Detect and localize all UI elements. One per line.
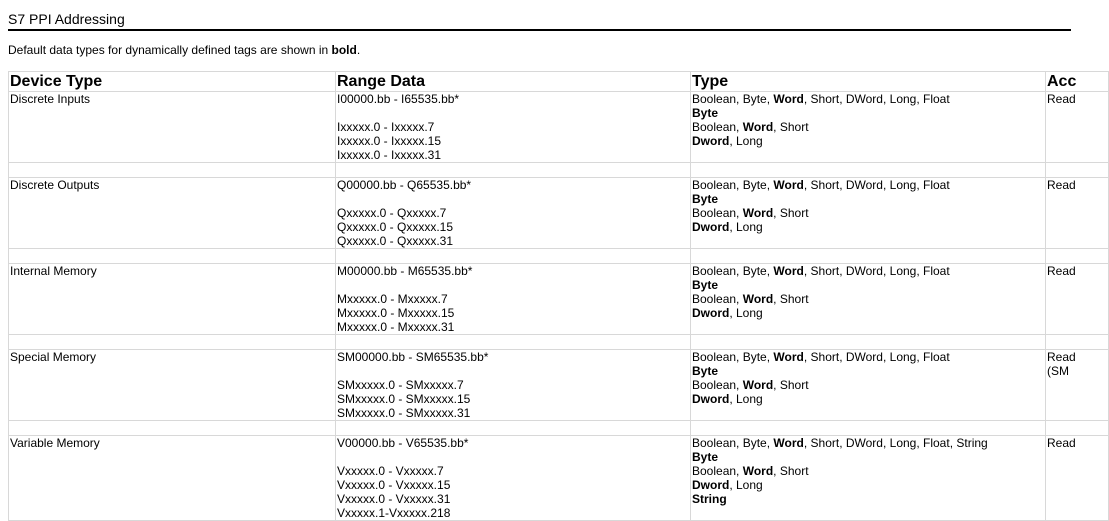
type-line: [692, 464, 1044, 478]
cell-type: [691, 92, 1046, 163]
cell-device-type: Internal Memory: [9, 264, 336, 335]
spacer-cell: [1046, 163, 1109, 178]
addressing-table: [8, 71, 1109, 521]
type-line: [692, 450, 1044, 464]
type-text: , Long: [729, 306, 763, 320]
range-sub: SMxxxxx.0 - SMxxxxx.7: [337, 378, 464, 392]
range-main: SM00000.bb - SM65535.bb*: [337, 350, 489, 364]
spacer-cell: [691, 249, 1046, 264]
header-row: [9, 72, 1109, 92]
type-line: [692, 350, 1044, 364]
spacer-cell: [336, 249, 691, 264]
access-line: Read: [1047, 264, 1076, 278]
header-device-type: Device Type: [9, 72, 336, 92]
spacer-cell: [691, 335, 1046, 350]
table-row: [9, 350, 1109, 421]
type-text: , Short, DWord, Long, Float: [803, 350, 950, 364]
range-sub: Mxxxxx.0 - Mxxxxx.15: [337, 306, 455, 320]
table-body: [9, 92, 1109, 521]
default-type: Dword: [692, 134, 730, 148]
type-text: , Short, DWord, Long, Float: [803, 92, 950, 106]
range-sub: Ixxxxx.0 - Ixxxxx.7: [337, 120, 435, 134]
intro-text: [8, 43, 360, 57]
type-line: [692, 220, 1044, 234]
range-sub: Vxxxxx.1-Vxxxxx.218: [337, 506, 451, 520]
spacer-row: [9, 335, 1109, 350]
range-main: M00000.bb - M65535.bb*: [337, 264, 473, 278]
range-sub: Ixxxxx.0 - Ixxxxx.31: [337, 148, 442, 162]
header-access: Acc: [1046, 72, 1109, 92]
type-text: , Long: [729, 478, 763, 492]
header-type: Type: [691, 72, 1046, 92]
access-line: (SM: [1047, 364, 1069, 378]
spacer-cell: [1046, 421, 1109, 436]
default-type: Word: [773, 178, 804, 192]
range-sub: Mxxxxx.0 - Mxxxxx.31: [337, 320, 455, 334]
cell-access: [1046, 92, 1109, 163]
spacer-row: [9, 421, 1109, 436]
table-row: [9, 92, 1109, 163]
default-type: Word: [742, 206, 774, 220]
type-text: , Long: [729, 392, 763, 406]
cell-access: [1046, 350, 1109, 421]
spacer-cell: [336, 421, 691, 436]
type-text: Boolean,: [692, 206, 743, 220]
range-sub: Vxxxxx.0 - Vxxxxx.31: [337, 492, 451, 506]
cell-access: [1046, 264, 1109, 335]
cell-range-data: [336, 178, 691, 249]
type-line: [692, 292, 1044, 306]
default-type: Word: [773, 264, 804, 278]
spacer-cell: [9, 421, 336, 436]
spacer-row: [9, 163, 1109, 178]
range-sub: SMxxxxx.0 - SMxxxxx.15: [337, 392, 471, 406]
default-type: Byte: [692, 450, 719, 464]
cell-device-type: Discrete Outputs: [9, 178, 336, 249]
type-line: [692, 392, 1044, 406]
type-text: , Long: [729, 134, 763, 148]
table-row: [9, 436, 1109, 521]
cell-type: [691, 264, 1046, 335]
cell-type: [691, 350, 1046, 421]
default-type: Word: [742, 120, 774, 134]
intro-bold-word: bold: [331, 43, 357, 57]
type-text: Boolean, Byte,: [692, 92, 774, 106]
cell-range-data: [336, 92, 691, 163]
spacer-cell: [1046, 335, 1109, 350]
type-text: Boolean, Byte,: [692, 178, 774, 192]
table-row: [9, 264, 1109, 335]
default-type: Word: [742, 378, 774, 392]
type-line: [692, 178, 1044, 192]
type-line: [692, 492, 1044, 506]
range-sub: Mxxxxx.0 - Mxxxxx.7: [337, 292, 448, 306]
default-type: Dword: [692, 478, 730, 492]
page-title: S7 PPI Addressing: [8, 11, 1071, 31]
type-line: [692, 92, 1044, 106]
blank-line: [337, 106, 689, 120]
type-line: [692, 436, 1044, 450]
cell-device-type: Variable Memory: [9, 436, 336, 521]
type-line: [692, 106, 1044, 120]
spacer-cell: [9, 335, 336, 350]
table-row: [9, 178, 1109, 249]
type-line: [692, 364, 1044, 378]
default-type: Dword: [692, 220, 730, 234]
type-line: [692, 478, 1044, 492]
type-text: Boolean,: [692, 292, 743, 306]
type-text: , Short: [773, 120, 809, 134]
default-type: Word: [773, 436, 804, 450]
range-sub: Qxxxxx.0 - Qxxxxx.15: [337, 220, 454, 234]
default-type: Word: [742, 292, 774, 306]
access-line: Read: [1047, 436, 1076, 450]
blank-line: [337, 192, 689, 206]
spacer-cell: [691, 163, 1046, 178]
type-text: , Short, DWord, Long, Float: [803, 264, 950, 278]
default-type: Byte: [692, 278, 719, 292]
access-line: Read: [1047, 92, 1076, 106]
type-text: Boolean,: [692, 464, 743, 478]
type-text: , Short: [773, 464, 809, 478]
type-line: [692, 278, 1044, 292]
spacer-cell: [9, 249, 336, 264]
blank-line: [337, 450, 689, 464]
spacer-row: [9, 249, 1109, 264]
range-sub: Ixxxxx.0 - Ixxxxx.15: [337, 134, 442, 148]
range-sub: Qxxxxx.0 - Qxxxxx.31: [337, 234, 454, 248]
type-text: Boolean, Byte,: [692, 264, 774, 278]
range-sub: Vxxxxx.0 - Vxxxxx.7: [337, 464, 444, 478]
type-line: [692, 120, 1044, 134]
cell-type: [691, 436, 1046, 521]
type-text: , Short: [773, 206, 809, 220]
cell-device-type: Special Memory: [9, 350, 336, 421]
spacer-cell: [9, 163, 336, 178]
type-line: [692, 264, 1044, 278]
intro-end: .: [356, 43, 361, 57]
type-text: Boolean, Byte,: [692, 350, 774, 364]
spacer-cell: [336, 163, 691, 178]
type-line: [692, 378, 1044, 392]
type-line: [692, 206, 1044, 220]
type-text: , Short: [773, 378, 809, 392]
default-type: Word: [742, 464, 774, 478]
default-type: Byte: [692, 192, 719, 206]
header-range-data: Range Data: [336, 72, 691, 92]
range-sub: Qxxxxx.0 - Qxxxxx.7: [337, 206, 447, 220]
range-main: V00000.bb - V65535.bb*: [337, 436, 469, 450]
type-text: , Short, DWord, Long, Float: [803, 178, 950, 192]
cell-range-data: [336, 264, 691, 335]
type-text: , Short: [773, 292, 809, 306]
default-type: Dword: [692, 306, 730, 320]
range-sub: Vxxxxx.0 - Vxxxxx.15: [337, 478, 451, 492]
spacer-cell: [691, 421, 1046, 436]
blank-line: [337, 364, 689, 378]
cell-type: [691, 178, 1046, 249]
default-type: Word: [773, 92, 804, 106]
default-type: Dword: [692, 392, 730, 406]
range-main: I00000.bb - I65535.bb*: [337, 92, 460, 106]
type-line: [692, 192, 1044, 206]
cell-range-data: [336, 350, 691, 421]
default-type: String: [692, 492, 727, 506]
range-main: Q00000.bb - Q65535.bb*: [337, 178, 472, 192]
spacer-cell: [336, 335, 691, 350]
type-text: , Long: [729, 220, 763, 234]
cell-range-data: [336, 436, 691, 521]
type-line: [692, 306, 1044, 320]
cell-device-type: Discrete Inputs: [9, 92, 336, 163]
access-line: Read: [1047, 178, 1076, 192]
default-type: Byte: [692, 106, 719, 120]
range-sub: SMxxxxx.0 - SMxxxxx.31: [337, 406, 471, 420]
type-line: [692, 134, 1044, 148]
default-type: Byte: [692, 364, 719, 378]
intro-lead: Default data types for dynamically defined tags are shown in: [8, 43, 332, 57]
type-text: Boolean,: [692, 120, 743, 134]
cell-access: [1046, 436, 1109, 521]
default-type: Word: [773, 350, 804, 364]
access-line: Read: [1047, 350, 1076, 364]
cell-access: [1046, 178, 1109, 249]
type-text: , Short, DWord, Long, Float, String: [803, 436, 988, 450]
spacer-cell: [1046, 249, 1109, 264]
type-text: Boolean, Byte,: [692, 436, 774, 450]
blank-line: [337, 278, 689, 292]
type-text: Boolean,: [692, 378, 743, 392]
